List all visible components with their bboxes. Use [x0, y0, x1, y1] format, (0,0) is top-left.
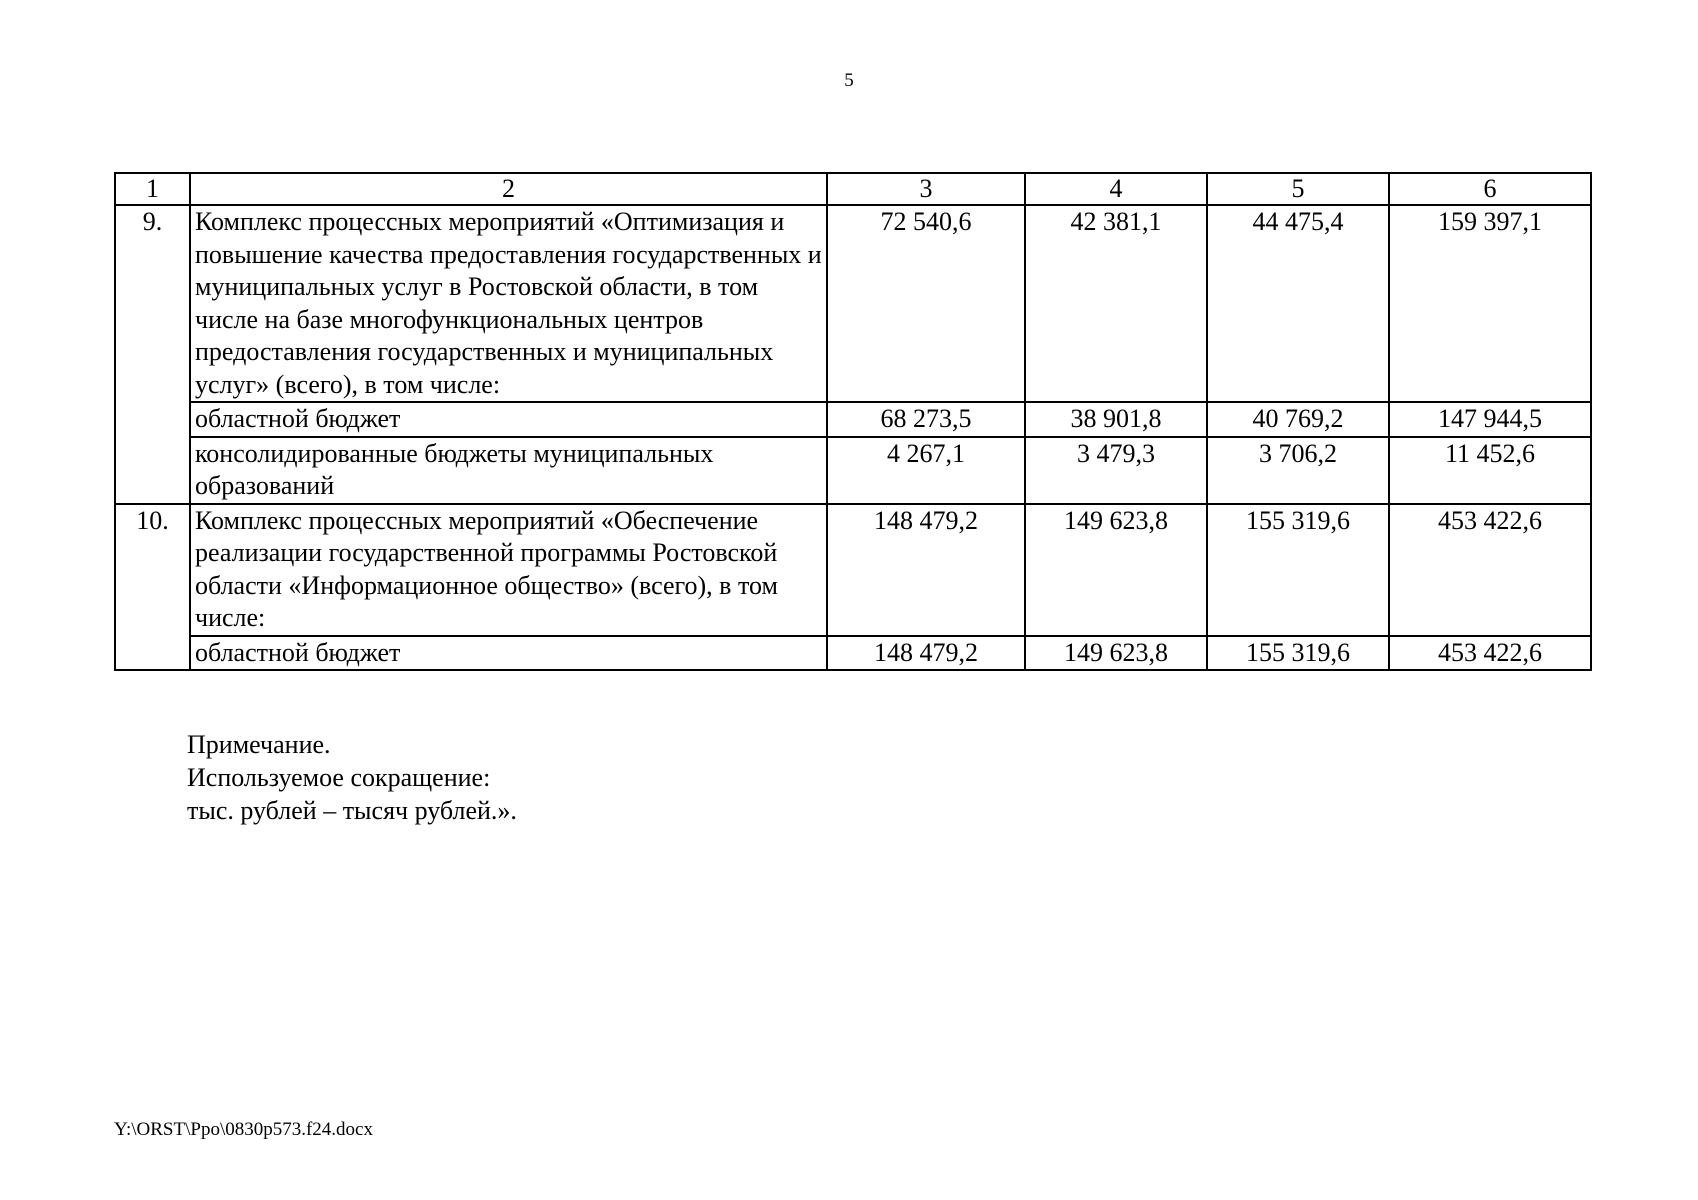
note-line: Используемое сокращение:: [187, 763, 491, 792]
table-row: [115, 437, 1591, 504]
note-line: тыс. рублей – тысяч рублей.».: [187, 796, 517, 825]
row-name: областной бюджет: [190, 402, 827, 437]
note-title: Примечание.: [187, 730, 331, 759]
row-number: 10.: [115, 504, 190, 671]
column-header: 3: [827, 173, 1025, 205]
row-name: консолидированные бюджеты муниципальных образований: [190, 437, 827, 504]
row-value: 3 706,2: [1207, 437, 1389, 504]
row-value: 147 944,5: [1389, 402, 1591, 437]
row-value: 40 769,2: [1207, 402, 1389, 437]
row-value: 155 319,6: [1207, 504, 1389, 636]
budget-table: [114, 172, 1592, 671]
table-row: [115, 205, 1591, 402]
row-value: 72 540,6: [827, 205, 1025, 402]
row-value: 148 479,2: [827, 636, 1025, 671]
row-value: 148 479,2: [827, 504, 1025, 636]
row-value: 159 397,1: [1389, 205, 1591, 402]
row-number: 9.: [115, 205, 190, 504]
row-value: 453 422,6: [1389, 636, 1591, 671]
row-value: 453 422,6: [1389, 504, 1591, 636]
table-row: [115, 402, 1591, 437]
row-value: 38 901,8: [1025, 402, 1207, 437]
row-value: 149 623,8: [1025, 504, 1207, 636]
row-name: областной бюджет: [190, 636, 827, 671]
table-row: [115, 636, 1591, 671]
row-value: 11 452,6: [1389, 437, 1591, 504]
note-block: [187, 728, 517, 827]
column-header: 5: [1207, 173, 1389, 205]
column-header: 2: [190, 173, 827, 205]
row-value: 42 381,1: [1025, 205, 1207, 402]
row-value: 44 475,4: [1207, 205, 1389, 402]
column-header: 6: [1389, 173, 1591, 205]
row-value: 149 623,8: [1025, 636, 1207, 671]
row-value: 68 273,5: [827, 402, 1025, 437]
row-name: Комплекс процессных мероприятий «Оптимизация и повышение качества предоставления государственных и муниципальных услуг в Ростовской области, в том числе на базе многофункциональных центров предоставления государственных и муниципальных услуг» (всего), в том числе:: [190, 205, 827, 402]
column-header: 1: [115, 173, 190, 205]
footer-file-path: Y:\ORST\Ppo\0830p573.f24.docx: [114, 1119, 373, 1140]
column-header: 4: [1025, 173, 1207, 205]
row-value: 155 319,6: [1207, 636, 1389, 671]
row-name: Комплекс процессных мероприятий «Обеспечение реализации государственной программы Ростовской области «Информационное общество» (всего), в том числе:: [190, 504, 827, 636]
table-header-row: [115, 173, 1591, 205]
page-number: 5: [844, 70, 854, 91]
table-row: [115, 504, 1591, 636]
row-value: 4 267,1: [827, 437, 1025, 504]
row-value: 3 479,3: [1025, 437, 1207, 504]
